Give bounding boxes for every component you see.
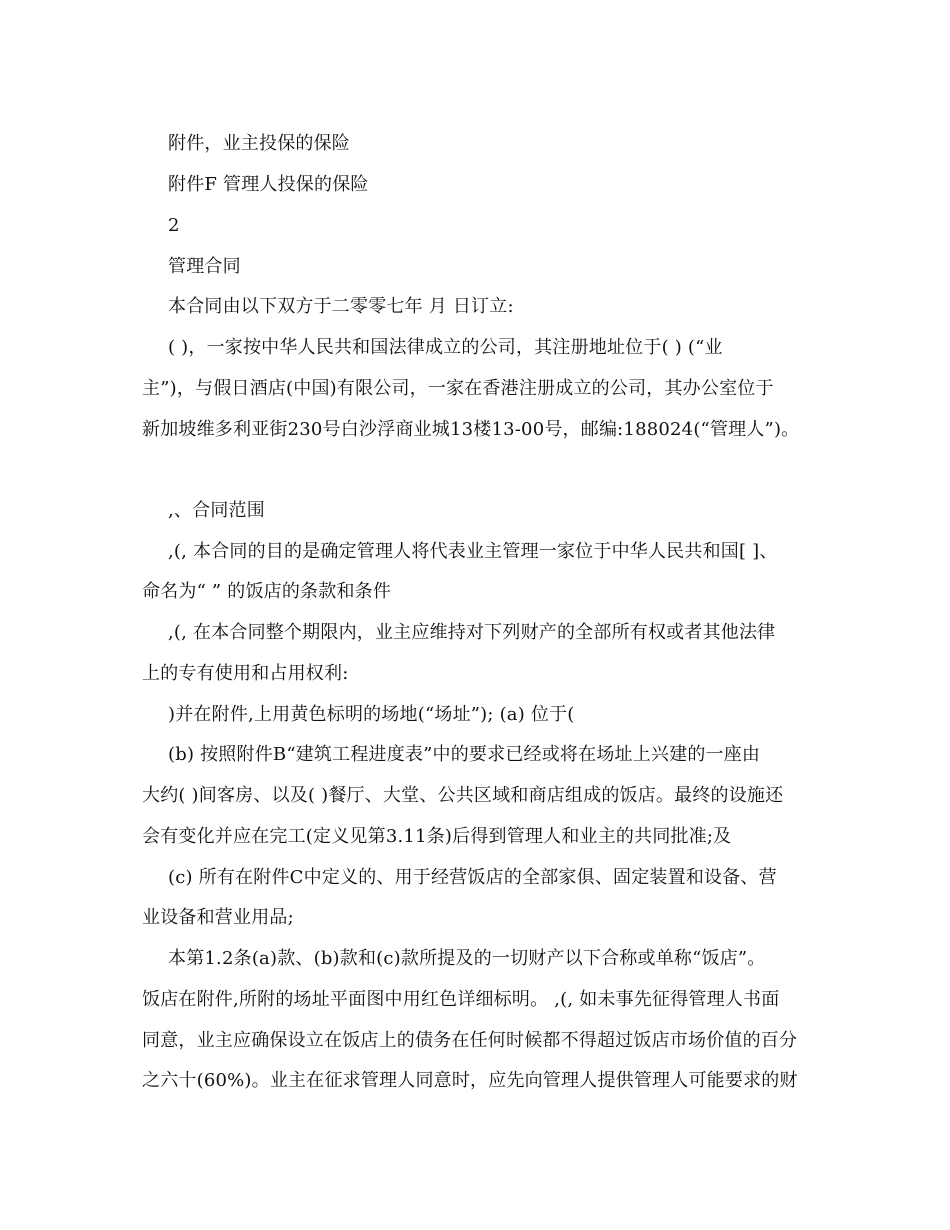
party-paragraph-line-2: 主”)，与假日酒店(中国)有限公司，一家在香港注册成立的公司，其办公室位于 [142,378,774,399]
clause-1-2-line-2: 上的专有使用和占用权利: [142,663,349,684]
clause-b-line-1: (b) 按照附件B“建筑工程进度表”中的要求已经或将在场址上兴建的一座由 [168,744,761,765]
attachment-owner-insurance-line: 附件，业主投保的保险 [168,133,350,154]
clause-a-line: )并在附件,上用黄色标明的场地(“场址”); (a) 位于( [168,704,575,725]
clause-b-line-3: 会有变化并应在完工(定义见第3.11条)后得到管理人和业主的共同批准;及 [142,826,732,847]
section-heading-scope: ,、合同范围 [168,500,265,521]
debt-limit-line-1: 同意，业主应确保设立在饭店上的债务在任何时候都不得超过饭店市场价值的百分 [142,1030,798,1051]
contract-intro-line: 本合同由以下双方于二零零七年 月 日订立: [168,296,514,317]
hotel-definition-line-2: 饭店在附件,所附的场址平面图中用红色详细标明。 ,(, 如未事先征得管理人书面 [142,989,780,1010]
clause-1-2-line-1: ,(, 在本合同整个期限内，业主应维持对下列财产的全部所有权或者其他法律 [168,622,776,643]
party-paragraph-line-1: ( )，一家按中华人民共和国法律成立的公司，其注册地址位于( ) (“业 [168,337,723,358]
clause-1-1-line-2: 命名为“ ” 的饭店的条款和条件 [142,581,392,602]
clause-1-1-line-1: ,(, 本合同的目的是确定管理人将代表业主管理一家位于中华人民共和国[ ]、 [168,541,778,562]
clause-c-line-1: (c) 所有在附件C中定义的、用于经营饭店的全部家俱、固定装置和设备、营 [168,867,777,888]
document-title: 管理合同 [168,256,241,277]
party-paragraph-line-3: 新加坡维多利亚街230号白沙浮商业城13楼13-00号，邮编:188024(“管理人”)。 [142,419,800,440]
attachment-f-manager-insurance-line: 附件F 管理人投保的保险 [168,174,369,195]
debt-limit-line-2: 之六十(60%)。业主在征求管理人同意时，应先向管理人提供管理人可能要求的财 [142,1070,798,1091]
clause-c-line-2: 业设备和营业用品; [142,907,294,928]
page-number-line: 2 [168,215,180,236]
clause-b-line-2: 大约( )间客房、以及( )餐厅、大堂、公共区域和商店组成的饭店。最终的设施还 [142,785,784,806]
hotel-definition-line-1: 本第1.2条(a)款、(b)款和(c)款所提及的一切财产以下合称或单称“饭店”。 [168,948,766,969]
